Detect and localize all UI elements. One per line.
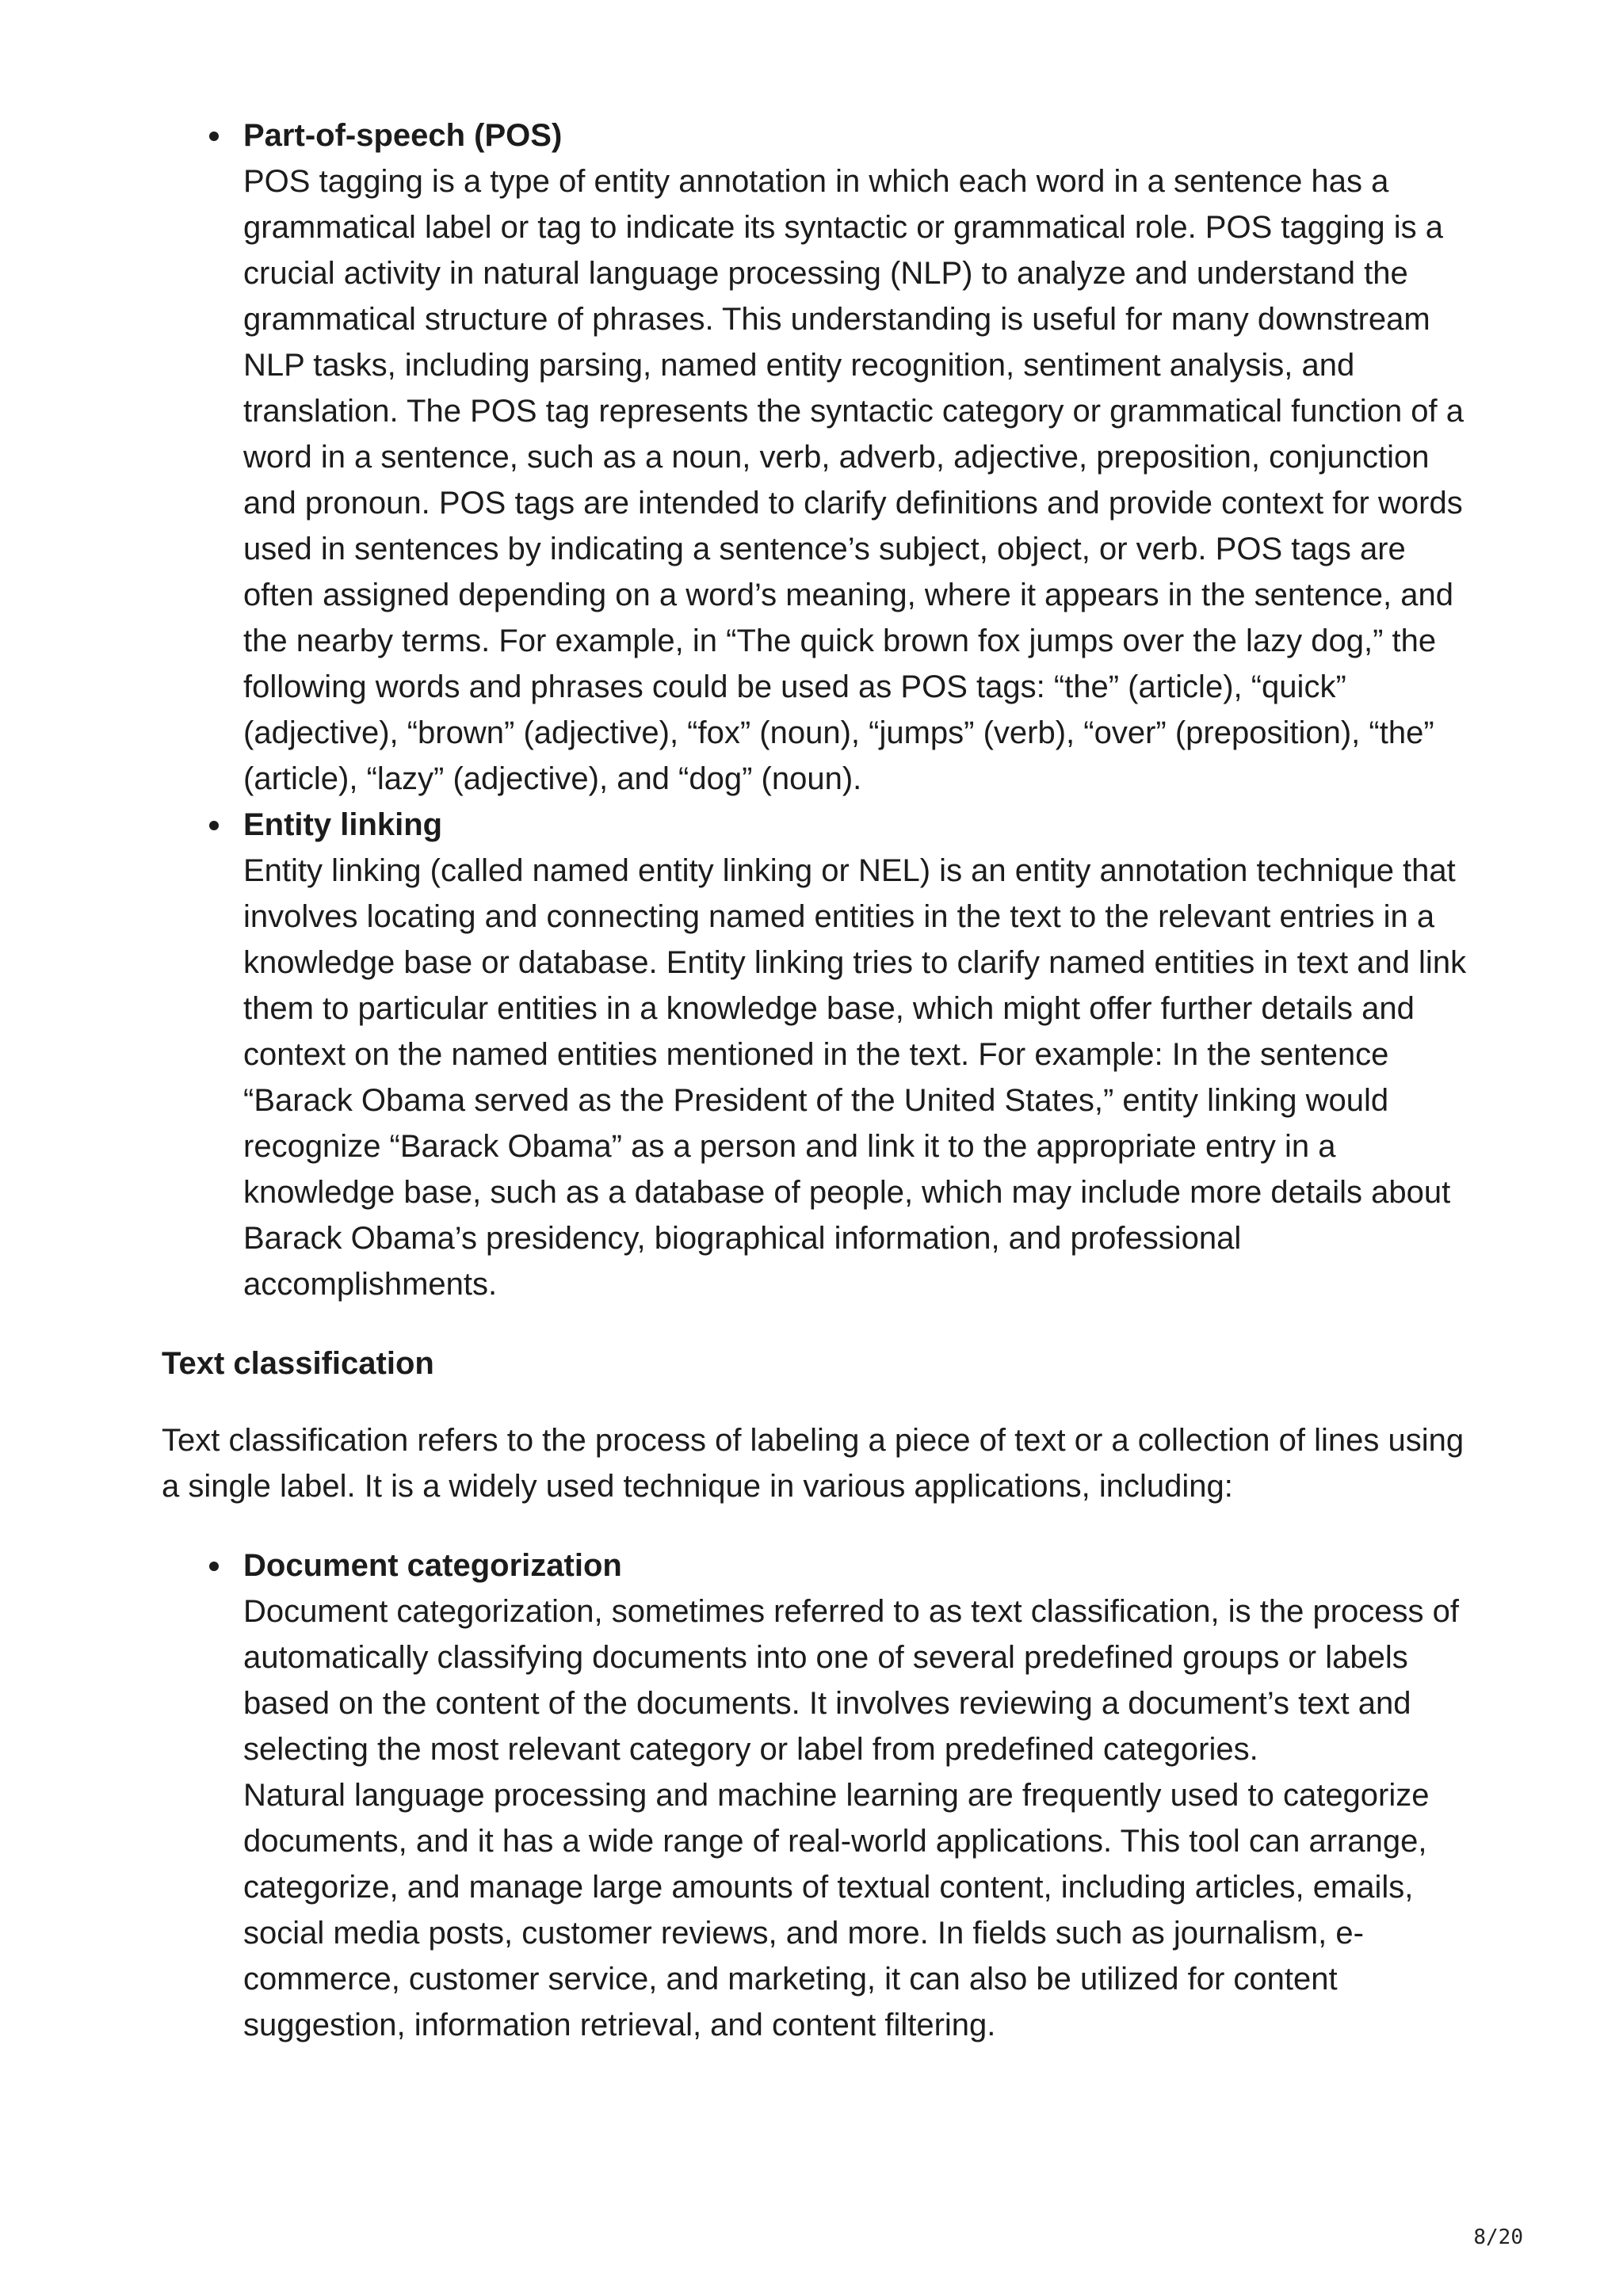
list-item-title: Entity linking	[243, 807, 443, 842]
list-item-paragraph: Entity linking (called named entity linking or NEL) is an entity annotation technique that involves locating and connecting named entities in the text to the relevant entries in a knowledge base or database. Entity linking tries to clarify named entities in text and link them to particular entities in a knowledge base, which might offer further details and context on the named entities mentioned in the text. For example: In the sentence “Barack Obama served as the President of the United States,” entity linking would recognize “Barack Obama” as a person and link it to the appropriate entry in a knowledge base, such as a database of people, which may include more details about Barack Obama’s presidency, biographical information, and professional accomplishments.	[243, 853, 1467, 1302]
list-item	[243, 113, 1477, 802]
bullet-icon	[209, 1562, 219, 1571]
section-intro: Text classification refers to the process of labeling a piece of text or a collection of lines using a single label. It is a widely used technique in various applications, including:	[162, 1423, 1465, 1504]
document-page	[162, 113, 1477, 2048]
bullet-icon	[209, 132, 219, 141]
bullet-icon	[209, 821, 219, 830]
list-item-paragraph: Document categorization, sometimes referred to as text classification, is the process of automatically classifying documents into one of several predefined groups or labels based on the content of the documents. It involves reviewing a document’s text and selecting the most relevant category or label from predefined categories.	[243, 1594, 1460, 1767]
list-item	[243, 802, 1477, 1307]
list-item-title: Part-of-speech (POS)	[243, 118, 563, 153]
list-item	[243, 1543, 1477, 2048]
section-heading: Text classification	[162, 1346, 434, 1381]
list-item-title: Document categorization	[243, 1548, 622, 1583]
bullet-list-text-classification	[162, 1543, 1477, 2048]
bullet-list-annotation-types	[162, 113, 1477, 1307]
page-number: 8/20	[1473, 2225, 1523, 2249]
list-item-paragraph: POS tagging is a type of entity annotation in which each word in a sentence has a grammatical label or tag to indicate its syntactic or grammatical role. POS tagging is a crucial activity in natural language processing (NLP) to analyze and understand the grammatical structure of phrases. This understanding is useful for many downstream NLP tasks, including parsing, named entity recognition, sentiment analysis, and translation. The POS tag represents the syntactic category or grammatical function of a word in a sentence, such as a noun, verb, adverb, adjective, preposition, conjunction and pronoun. POS tags are intended to clarify definitions and provide context for words used in sentences by indicating a sentence’s subject, object, or verb. POS tags are often assigned depending on a word’s meaning, where it appears in the sentence, and the nearby terms. For example, in “The quick brown fox jumps over the lazy dog,” the following words and phrases could be used as POS tags: “the” (article), “quick” (adjective), “brown” (adjective), “fox” (noun), “jumps” (verb), “over” (preposition), “the” (article), “lazy” (adjective), and “dog” (noun).	[243, 164, 1465, 796]
list-item-paragraph: Natural language processing and machine learning are frequently used to categorize documents, and it has a wide range of real-world applications. This tool can arrange, categorize, and manage large amounts of textual content, including articles, emails, social media posts, customer reviews, and more. In fields such as journalism, e-commerce, customer service, and marketing, it can also be utilized for content suggestion, information retrieval, and content filtering.	[243, 1778, 1430, 2042]
